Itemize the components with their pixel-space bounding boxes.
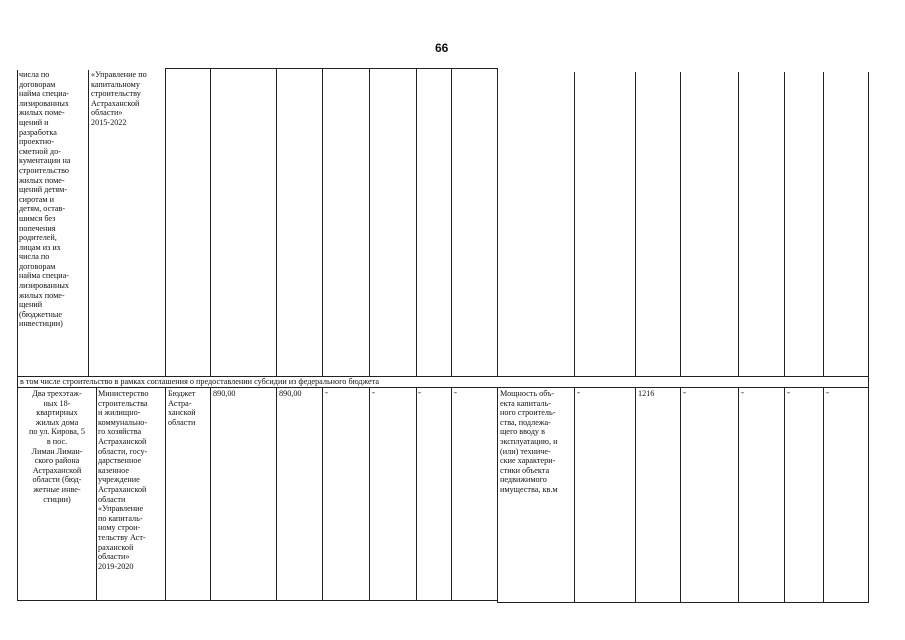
upper-responsible-cell: «Управление по капитальному строительству Астраханской области» 2015-2022 — [91, 70, 147, 127]
dash-cell: - — [683, 387, 686, 397]
lower-responsible-cell: Министерство строительства и жилищно- коммунально- го хозяйства Астраханской области, госу- дарственное казенное учреждение Астраханской области «Управление по капиталь- ному строи- тельству Аст- раханской области» 2019-2020 — [98, 389, 149, 571]
dash-cell: - — [418, 387, 421, 397]
section-heading: в том числе строительство в рамках соглашения о предоставлении субсидии из федерального бюджета — [20, 377, 379, 386]
dash-cell: - — [325, 387, 328, 397]
page-number: 66 — [435, 41, 449, 55]
upper-description-cell: числа по договорам найма специа- лизированных жилых поме- щений и разработка проектно- сметной до- кументации на строительство жилых поме- щений детям- сиротам и детям, остав- шимся без попечения родителей, лицам из их числа по договорам найма специа- лизированных жилых поме- щений (бюджетные инвестиции) — [19, 70, 71, 329]
object-cell: Два трехэтаж- ных 18- квартирных жилых дома по ул. Кирова, 5 в пос. Лиман Лиман- ского района Астраханской области (бюд- жетные инве- стиции) — [28, 389, 86, 504]
dash-cell: - — [577, 387, 580, 397]
dash-cell: - — [787, 387, 790, 397]
dash-cell: - — [372, 387, 375, 397]
dash-cell: - — [454, 387, 457, 397]
funding-source-cell: Бюджет Астра- ханской области — [168, 389, 196, 427]
dash-cell: - — [826, 387, 829, 397]
indicator-value-cell: 1216 — [638, 389, 655, 398]
year-amount-cell: 890,00 — [279, 389, 302, 398]
dash-cell: - — [741, 387, 744, 397]
indicator-cell: Мощность объ- екта капиталь- ного строитель- ства, подлежа- щего вводу в эксплуатацию, и (или) техниче- ские характери- стики объекта недвижимого имущества, кв.м — [500, 389, 558, 494]
total-amount-cell: 890,00 — [213, 389, 236, 398]
